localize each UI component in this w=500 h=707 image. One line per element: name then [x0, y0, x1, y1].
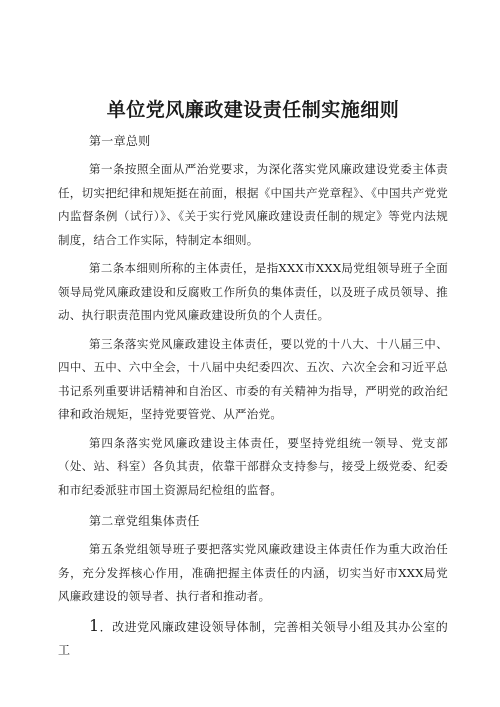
list-item-1 — [58, 614, 448, 663]
chapter-heading-2: 第二章党组集体责任 — [89, 514, 200, 528]
list-item-number: 1 — [89, 615, 100, 635]
article-3: 第三条落实党风廉政建设主体责任，要以党的十八大、十八届三中、四中、五中、六中全会，十八届中央纪委四次、五次、六次全会和习近平总书记系列重要讲话精神和自治区、市委的有关精神为指导，严明党的政治纪律和政治规矩，坚持党要管党、从严治党。 — [58, 336, 448, 421]
document-body — [58, 130, 448, 663]
article-2: 第二条本细则所称的主体责任，是指XXX市XXX局党组领导班子全面领导局党风廉政建设和反腐败工作所负的集体责任，以及班子成员领导、推动、执行职责范围内党风廉政建设所负的个人责任。 — [58, 261, 448, 322]
article-4: 第四条落实党风廉政建设主体责任，要坚持党组统一领导、党支部（处、站、科室）各负其责，依靠干部群众支持参与，接受上级党委、纪委和市纪委派驻市国土资源局纪检组的监督。 — [58, 435, 448, 497]
article-1: 第一条按照全面从严治党要求，为深化落实党风廉政建设党委主体责任，切实把纪律和规矩挺在前面，根据《中国共产党章程》、《中国共产党党内监督条例（试行）》、《关于实行党风廉政建设责任制的规定》等党内法规制度，结合工作实际，特制定本细则。 — [58, 162, 448, 247]
document-title: 单位党风廉政建设责任制实施细则 — [106, 99, 400, 121]
chapter-heading-1: 第一章总则 — [89, 134, 151, 148]
article-5: 第五条党组领导班子要把落实党风廉政建设主体责任作为重大政治任务，充分发挥核心作用，准确把握主体责任的内涵，切实当好市XXX局党风廉政建设的领导者、执行者和推动者。 — [58, 542, 448, 603]
list-item-text: ．改进党风廉政建设领导体制，完善相关领导小组及其办公室的工 — [58, 619, 448, 657]
